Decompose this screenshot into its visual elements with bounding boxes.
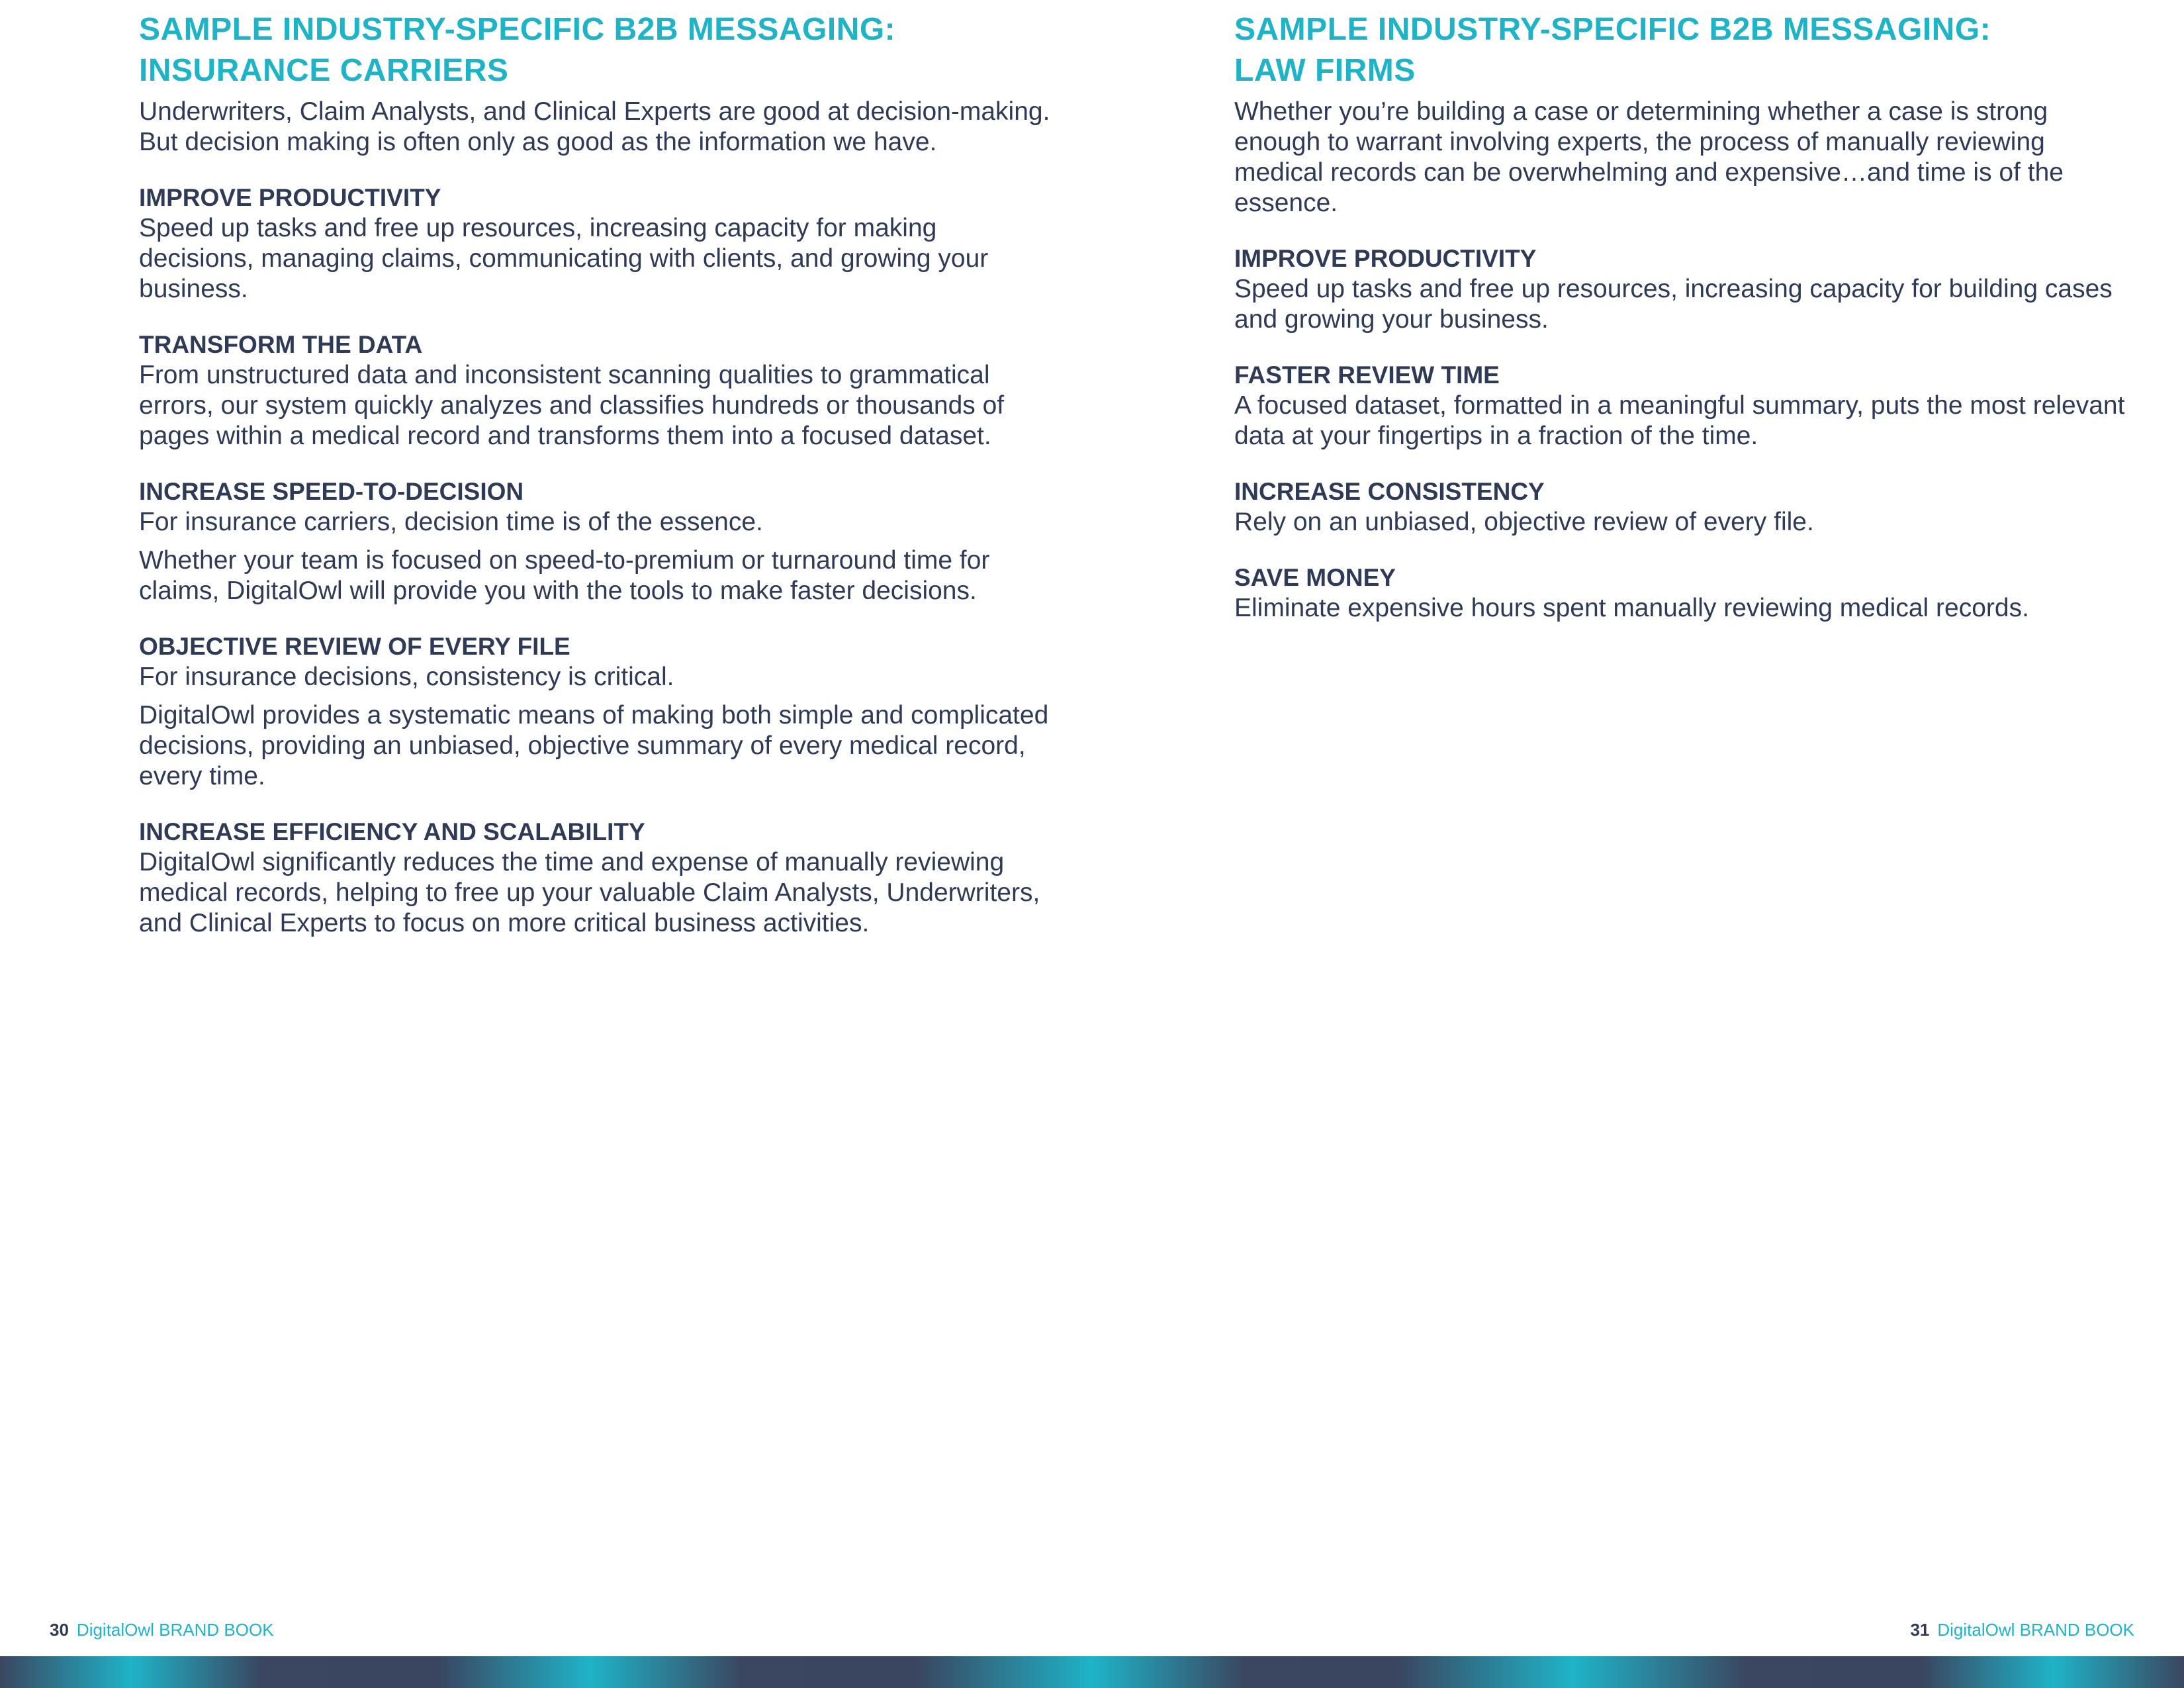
section-title: IMPROVE PRODUCTIVITY (139, 184, 441, 211)
section-title: FASTER REVIEW TIME (1234, 361, 1500, 389)
right-section-consistency (1234, 477, 2141, 538)
left-section-efficiency (139, 817, 1052, 939)
right-heading-line2: LAW FIRMS (1234, 53, 1416, 88)
page-number: 30 (50, 1620, 69, 1640)
section-title: INCREASE EFFICIENCY AND SCALABILITY (139, 818, 645, 845)
section-title: INCREASE SPEED-TO-DECISION (139, 478, 524, 505)
section-title: INCREASE CONSISTENCY (1234, 478, 1545, 505)
section-text: DigitalOwl significantly reduces the time and expense of manually reviewing medical records, helping to free up your valuable Claim Analysts, Underwriters, and Clinical Experts to focus on more critical business activities. (139, 848, 1040, 937)
right-section-review-time (1234, 360, 2141, 451)
left-page-heading (139, 9, 1052, 91)
section-text: Speed up tasks and free up resources, increasing capacity for making decisions, managing claims, communicating with clients, and growing your business. (139, 214, 989, 303)
right-section-save-money (1234, 563, 2141, 624)
right-page-content (1234, 9, 2141, 649)
left-heading-line1: SAMPLE INDUSTRY-SPECIFIC B2B MESSAGING: (139, 12, 896, 47)
section-text: For insurance carriers, decision time is of the essence. (139, 508, 763, 536)
left-section-speed (139, 477, 1052, 606)
right-intro: Whether you’re building a case or determining whether a case is strong enough to warrant involving experts, the process of manually reviewing medical records can be overwhelming and expensive…and time is of the essence. (1234, 97, 2064, 217)
gradient-footer-band (0, 1656, 2184, 1688)
left-section-productivity (139, 183, 1052, 305)
book-title: DigitalOwl BRAND BOOK (1937, 1620, 2134, 1640)
left-section-transform (139, 330, 1052, 451)
section-title: TRANSFORM THE DATA (139, 331, 423, 358)
section-text-extra: Whether your team is focused on speed-to-premium or turnaround time for claims, DigitalOwl will provide you with the tools to make faster decisions. (139, 546, 990, 605)
section-title: SAVE MONEY (1234, 564, 1396, 591)
book-title: DigitalOwl BRAND BOOK (76, 1620, 274, 1640)
section-text: From unstructured data and inconsistent scanning qualities to grammatical errors, our system quickly analyzes and classifies hundreds or thousands of pages within a medical record and transforms them into a focused dataset. (139, 361, 1005, 450)
section-title: IMPROVE PRODUCTIVITY (1234, 245, 1537, 272)
section-text: Rely on an unbiased, objective review of every file. (1234, 508, 1814, 536)
section-text: For insurance decisions, consistency is critical. (139, 663, 674, 691)
page-number: 31 (1910, 1620, 1930, 1640)
left-page-content (139, 9, 1052, 964)
section-text: A focused dataset, formatted in a meaningful summary, puts the most relevant data at your fingertips in a fraction of the time. (1234, 391, 2125, 450)
section-text-extra: DigitalOwl provides a systematic means of making both simple and complicated decisions, providing an unbiased, objective summary of every medical record, every time. (139, 701, 1049, 790)
left-heading-line2: INSURANCE CARRIERS (139, 53, 509, 88)
left-section-objective (139, 632, 1052, 792)
right-section-productivity (1234, 244, 2141, 335)
right-page-footer (1910, 1619, 2134, 1640)
left-intro: Underwriters, Claim Analysts, and Clinical Experts are good at decision-making. But decision making is often only as good as the information we have. (139, 97, 1050, 156)
left-page-footer (50, 1619, 274, 1640)
section-text: Eliminate expensive hours spent manually reviewing medical records. (1234, 594, 2029, 622)
right-page-heading (1234, 9, 2141, 91)
section-text: Speed up tasks and free up resources, increasing capacity for building cases and growing your business. (1234, 275, 2113, 334)
right-heading-line1: SAMPLE INDUSTRY-SPECIFIC B2B MESSAGING: (1234, 12, 1991, 47)
section-title: OBJECTIVE REVIEW OF EVERY FILE (139, 633, 570, 660)
